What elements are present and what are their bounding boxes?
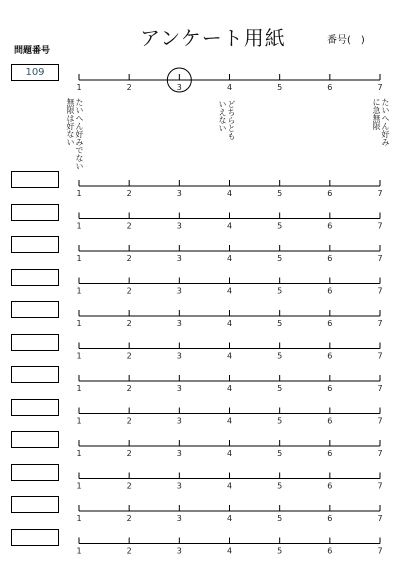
- question-number-box[interactable]: [11, 171, 59, 188]
- anchor-label-left: たいへん好みでない 無限は好ない: [66, 98, 84, 170]
- anchor-label-right: たいへん好み に急無限: [372, 98, 390, 146]
- tick-label: 7: [377, 319, 383, 328]
- tick-label: 7: [377, 189, 383, 198]
- question-number-box[interactable]: [11, 204, 59, 221]
- tick-label: 1: [76, 514, 82, 523]
- tick-label: 2: [126, 384, 132, 393]
- scale-row[interactable]: [76, 408, 382, 426]
- tick-label: 6: [327, 416, 333, 426]
- tick-label: 2: [126, 286, 132, 296]
- tick-label: 4: [226, 351, 233, 361]
- tick-label: 1: [76, 221, 82, 231]
- tick-label: 3: [176, 384, 182, 393]
- scale-row[interactable]: [76, 310, 382, 328]
- question-number-box[interactable]: [11, 529, 59, 546]
- tick-label: 4: [226, 83, 233, 92]
- tick-label: 6: [327, 254, 333, 263]
- tick-label: 1: [76, 449, 82, 458]
- tick-label: 1: [76, 254, 82, 263]
- tick-label: 5: [277, 384, 283, 393]
- anchor-label-middle: どちらとも いえない: [218, 100, 236, 140]
- tick-label: 6: [327, 83, 333, 92]
- tick-label: 4: [226, 319, 233, 328]
- tick-label: 2: [126, 416, 132, 426]
- scale-row[interactable]: [76, 180, 382, 198]
- tick-label: 7: [377, 286, 383, 296]
- tick-label: 2: [126, 546, 132, 556]
- tick-label: 7: [377, 481, 383, 491]
- tick-label: 5: [277, 83, 283, 92]
- scale-row[interactable]: [76, 505, 382, 523]
- tick-label: 6: [327, 546, 333, 556]
- tick-label: 2: [126, 449, 132, 458]
- tick-label: 2: [126, 254, 132, 263]
- scale-row[interactable]: [76, 213, 382, 231]
- tick-label: 2: [126, 319, 132, 328]
- question-number-box[interactable]: [11, 269, 59, 286]
- tick-label: 5: [277, 416, 283, 426]
- tick-label: 3: [176, 83, 182, 92]
- question-number-box[interactable]: [11, 366, 59, 383]
- tick-label: 7: [377, 514, 383, 523]
- tick-label: 2: [126, 514, 132, 523]
- tick-label: 2: [126, 83, 132, 92]
- tick-label: 6: [327, 221, 333, 231]
- question-number-box[interactable]: [11, 464, 59, 481]
- tick-label: 6: [327, 319, 333, 328]
- tick-label: 3: [176, 286, 182, 296]
- tick-label: 4: [226, 416, 233, 426]
- scale-row[interactable]: [76, 278, 382, 296]
- scale-row[interactable]: [76, 343, 382, 361]
- example-question-number-box[interactable]: 109: [11, 64, 59, 81]
- respondent-number-label: 番号( ): [327, 35, 365, 46]
- tick-label: 5: [277, 189, 283, 198]
- tick-label: 5: [277, 546, 283, 556]
- tick-label: 4: [226, 449, 233, 458]
- tick-label: 1: [76, 319, 82, 328]
- tick-label: 4: [226, 286, 233, 296]
- tick-label: 5: [277, 221, 283, 231]
- tick-label: 5: [277, 481, 283, 491]
- tick-label: 1: [76, 384, 82, 393]
- scale-row[interactable]: [76, 440, 382, 458]
- tick-label: 1: [76, 286, 82, 296]
- tick-label: 7: [377, 449, 383, 458]
- tick-label: 3: [176, 189, 182, 198]
- tick-label: 1: [76, 481, 82, 491]
- tick-label: 4: [226, 546, 233, 556]
- tick-label: 6: [327, 449, 333, 458]
- tick-label: 3: [176, 449, 182, 458]
- question-number-box[interactable]: [11, 334, 59, 351]
- tick-label: 4: [226, 189, 233, 198]
- tick-label: 5: [277, 254, 283, 263]
- tick-label: 3: [176, 221, 182, 231]
- question-number-box[interactable]: [11, 399, 59, 416]
- question-number-box[interactable]: [11, 236, 59, 253]
- tick-label: 1: [76, 351, 82, 361]
- tick-label: 3: [176, 351, 182, 361]
- question-number-box[interactable]: [11, 496, 59, 513]
- tick-label: 3: [176, 254, 182, 263]
- scale-row[interactable]: [76, 473, 382, 491]
- tick-label: 2: [126, 189, 132, 198]
- tick-label: 7: [377, 83, 383, 92]
- tick-label: 6: [327, 481, 333, 491]
- tick-label: 6: [327, 384, 333, 393]
- sheet-title: アンケート用紙: [140, 26, 286, 50]
- scale-row[interactable]: [76, 375, 382, 393]
- question-number-box[interactable]: [11, 301, 59, 318]
- tick-label: 1: [76, 189, 82, 198]
- tick-label: 6: [327, 189, 333, 198]
- tick-label: 6: [327, 351, 333, 361]
- tick-label: 5: [277, 514, 283, 523]
- tick-label: 4: [226, 254, 233, 263]
- tick-label: 5: [277, 449, 283, 458]
- tick-label: 1: [76, 83, 82, 92]
- tick-label: 4: [226, 221, 233, 231]
- tick-label: 2: [126, 221, 132, 231]
- tick-label: 7: [377, 384, 383, 393]
- scale-row[interactable]: [76, 245, 382, 263]
- tick-label: 5: [277, 319, 283, 328]
- tick-label: 5: [277, 286, 283, 296]
- scale-row[interactable]: [76, 538, 382, 556]
- tick-label: 3: [176, 546, 182, 556]
- question-number-box[interactable]: [11, 431, 59, 448]
- tick-label: 4: [226, 481, 233, 491]
- tick-label: 2: [126, 481, 132, 491]
- example-scale[interactable]: [76, 68, 382, 92]
- tick-label: 4: [226, 384, 233, 393]
- tick-label: 1: [76, 416, 82, 426]
- tick-label: 3: [176, 319, 182, 328]
- tick-label: 7: [377, 546, 383, 556]
- tick-label: 7: [377, 221, 383, 231]
- tick-label: 6: [327, 286, 333, 296]
- tick-label: 7: [377, 416, 383, 426]
- tick-label: 7: [377, 351, 383, 361]
- tick-label: 3: [176, 416, 182, 426]
- question-number-header: 問題番号: [14, 46, 51, 56]
- tick-label: 7: [377, 254, 383, 263]
- tick-label: 3: [176, 514, 182, 523]
- tick-label: 4: [226, 514, 233, 523]
- tick-label: 3: [176, 481, 182, 491]
- tick-label: 1: [76, 546, 82, 556]
- tick-label: 2: [126, 351, 132, 361]
- tick-label: 6: [327, 514, 333, 523]
- tick-label: 5: [277, 351, 283, 361]
